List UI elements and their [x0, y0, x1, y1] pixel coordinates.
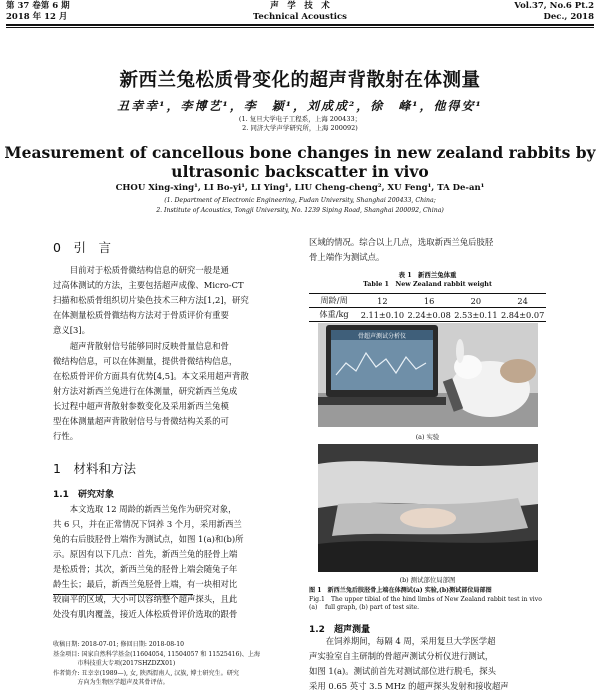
figure-1b-photo: [318, 444, 538, 572]
table-cell: 2.11±0.10: [360, 309, 405, 320]
text-line: 扫描和松质骨组织切片染色技术三种方法[1,2]，研究: [53, 295, 249, 305]
affiliation-en-1: (1. Department of Electronic Engineering, Fudan University, Shanghai 200433, China;: [164, 197, 436, 204]
title-en-line-2: ultrasonic backscatter in vivo: [171, 162, 429, 181]
text-line: 兔的右后肢胫骨上端作为测试点，如图 1(a)和(b)所: [53, 534, 244, 544]
figure-1-caption-en-2: full graph, (b) part of test site.: [325, 604, 420, 611]
text-line: 龄生长；最后，新西兰兔胫骨上端，有一块相对比: [53, 579, 238, 589]
laptop-base: [318, 397, 446, 405]
footnote-received: 收稿日期: 2018-07-01; 修回日期: 2018-08-10: [53, 641, 184, 648]
text-line: 微结构信息，可以在体测量，提供骨微结构信息，: [53, 356, 238, 366]
text-line: 意义[3]。: [53, 325, 90, 335]
text-line: 采用 0.65 英寸 3.5 MHz 的超声探头发射和接收超声: [309, 681, 509, 691]
table-cell: 2.24±0.08: [407, 309, 451, 320]
table-1: [309, 293, 546, 322]
intro-paragraph-2: [53, 339, 291, 444]
header-rule-thin: [6, 27, 594, 28]
text-line: 目前对于松质骨微结构信息的研究一般是通: [53, 265, 229, 275]
figure-1a-caption: (a) 实验: [415, 433, 440, 441]
table-row: [309, 308, 546, 322]
weight-table: [309, 293, 546, 322]
title-en-line-1: Measurement of cancellous bone changes in new zealand rabbits by: [4, 143, 596, 162]
subsection-1-2-paragraph: [309, 634, 546, 694]
table-cell: 2.53±0.11: [454, 309, 498, 320]
authors-en: CHOU Xing-xing¹, LI Bo-yi¹, LI Ying¹, LIU Cheng-cheng², XU Feng¹, TA De-an¹: [115, 183, 485, 193]
footnote-author: 作者简介: 丑幸幸(1989—), 女, 陕西渭南人, 汉族, 博士研究生。研究: [53, 669, 239, 677]
text-line: 区域的情况。综合以上几点，选取新西兰兔后肢胫: [309, 237, 494, 247]
journal-name-en: Technical Acoustics: [253, 12, 347, 22]
text-line: 是松质骨；其次，新西兰兔的胫骨上端会随兔子年: [53, 564, 238, 574]
text-line: 超声背散射信号能够同时反映骨量信息和骨: [53, 341, 229, 351]
footnote-author-cont: 方向为生物医学超声及其骨评估。: [53, 679, 169, 686]
affiliation-cn-2: 2. 同济大学声学研究所，上海 200092): [242, 124, 358, 132]
text-line: 声实验室自主研制的骨超声测试分析仪进行测试，: [309, 651, 494, 661]
table-header-cell: 20: [453, 294, 500, 308]
shaved-test-site: [400, 508, 456, 528]
journal-volume: 第 37 卷第 6 期: [6, 1, 70, 11]
table-cell: 体重/kg: [309, 308, 359, 322]
table-1-title-en: Table 1 New Zealand rabbit weight: [363, 280, 492, 288]
affiliation-cn-1: (1. 复旦大学电子工程系，上海 200433；: [238, 115, 362, 123]
figure-1a-photo: [318, 323, 538, 427]
text-line: 在松质骨评价方面具有优势[4,5]。本文采用超声背散: [53, 371, 249, 381]
right-column-continuation: [309, 235, 546, 265]
text-line: 型在体测量超声背散射信号与骨微结构关系的可: [53, 416, 229, 426]
photo-shadow: [318, 540, 538, 572]
text-line: 较扁平的区域，大小可以容纳整个超声探头，且此: [53, 594, 238, 604]
text-line: 示。原因有以下几点：首先，新西兰兔的胫骨上端: [53, 549, 238, 559]
table-1-title-cn: 表 1 新西兰兔体重: [398, 271, 457, 279]
affiliation-en-2: 2. Institute of Acoustics, Tongji University, No. 1239 Siping Road, Shanghai 200092, China): [156, 207, 444, 214]
table-cell: 2.84±0.07: [500, 309, 545, 320]
text-line: 在饲养期间，每隔 4 周，采用复旦大学医学超: [309, 636, 496, 646]
figure-1-caption-cn: 图 1 新西兰兔后肢胫骨上端在体测试(a) 实验,(b)测试部位局部图: [309, 587, 492, 594]
text-line: 本文选取 12 周龄的新西兰兔作为研究对象，: [53, 504, 237, 514]
text-line: 过高体测试的方法，主要包括超声成像、Micro-CT: [53, 280, 244, 290]
intro-paragraph-1: [53, 263, 291, 338]
subsection-1-2-heading: 1.2 超声测量: [309, 625, 370, 635]
text-line: 在体测量松质骨微结构方法对于骨质评价有重要: [53, 310, 229, 320]
text-line: 处没有肌肉覆盖，接近人体松质骨评价选取的跟骨: [53, 609, 238, 619]
text-line: 如图 1(a)。测试前首先对测试部位进行脱毛，探头: [309, 666, 497, 676]
text-line: 行性。: [53, 431, 79, 441]
footnotes: [53, 640, 291, 688]
footnote-funding: 基金项目: 国家自然科学基金(11604054, 11504057 和 11525416)、上海: [53, 650, 261, 658]
text-line: 长过程中超声背散射参数变化及采用新西兰兔模: [53, 401, 229, 411]
text-line: 共 6 只，并在正常情况下饲养 3 个月，采用新西兰: [53, 519, 242, 529]
header-rule: [6, 24, 594, 26]
text-line: 射方法对新西兰兔进行在体测量，研究新西兰兔成: [53, 386, 238, 396]
rabbit-ear: [456, 339, 464, 363]
table-header-cell: 周龄/周: [309, 294, 359, 308]
table-header-cell: 24: [499, 294, 546, 308]
section-methods-heading: 1 材料和方法: [53, 461, 136, 476]
hand: [500, 359, 536, 383]
journal-name-cn: 声 学 技 术: [270, 1, 330, 11]
table-header-cell: 16: [406, 294, 453, 308]
table-row: [309, 294, 546, 308]
journal-date: 2018 年 12 月: [6, 12, 68, 22]
section-intro-heading: 0 引 言: [53, 240, 111, 255]
title-cn: 新西兰兔松质骨变化的超声背散射在体测量: [119, 70, 481, 91]
subsection-1-1-heading: 1.1 研究对象: [53, 490, 114, 500]
footnote-rule: [53, 594, 193, 595]
table-header-cell: 12: [359, 294, 406, 308]
journal-volume-en: Vol.37, No.6 Pt.2: [514, 1, 594, 11]
text-line: 骨上端作为测试点。: [309, 252, 385, 262]
subsection-1-1-paragraph-end: [53, 592, 291, 622]
subsection-1-1-paragraph: [53, 502, 291, 592]
figure-1-caption-en-1: Fig.1 The upper tibial of the hind limbs of New Zealand rabbit test in vivo (a): [309, 596, 542, 611]
journal-date-en: Dec., 2018: [543, 12, 594, 22]
figure-1b-caption: (b) 测试部位局部图: [399, 576, 456, 584]
screen-app-title: 骨超声测试分析仪: [357, 333, 407, 340]
footnote-funding-cont: 市科技重大专项(2017SHZDZX01): [53, 660, 176, 667]
authors-cn: 丑幸幸¹，李博艺¹，李 颖¹，刘成成²，徐 峰¹，他得安¹: [117, 99, 483, 113]
